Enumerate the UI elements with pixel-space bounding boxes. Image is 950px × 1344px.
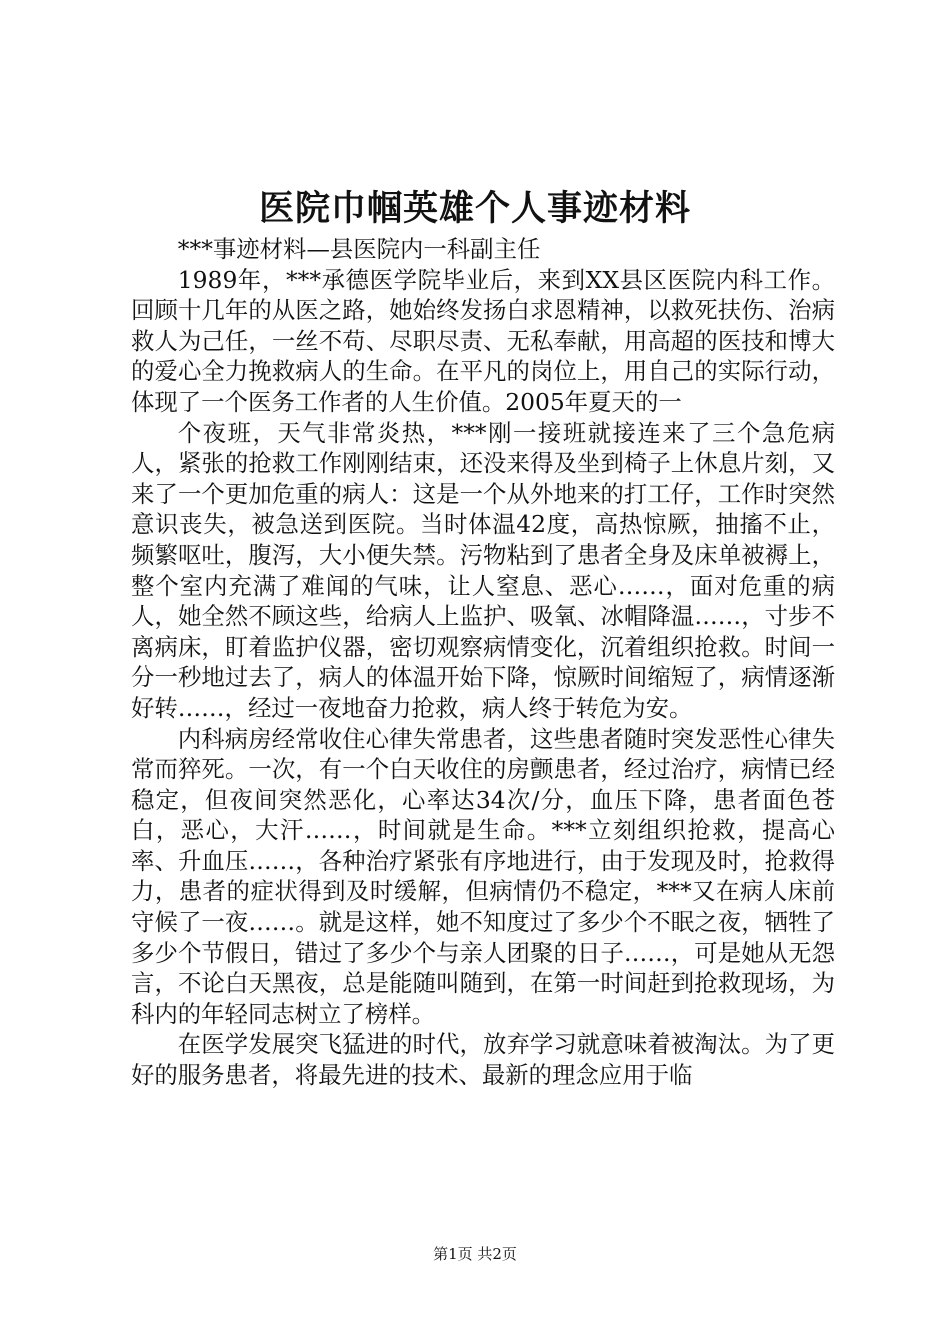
body-paragraph: 1989年，***承德医学院毕业后，来到XX县区医院内科工作。回顾十几年的从医之路，她始终发扬白求恩精神，以救死扶伤、治病救人为己任，一丝不苟、尽职尽责、无私奉献，用高超的医技和博大的爱心全力挽救病人的生命。在平凡的岗位上，用自己的实际行动，体现了一个医务工作者的人生价值。2005年夏天的一	[131, 265, 835, 416]
page-footer: 第1页 共2页	[433, 1245, 517, 1263]
document-body	[131, 234, 835, 1091]
body-paragraph: 在医学发展突飞猛进的时代，放弃学习就意味着被淘汰。为了更好的服务患者，将最先进的技术、最新的理念应用于临	[131, 1030, 835, 1090]
subtitle-paragraph: ***事迹材料—县医院内一科副主任	[177, 235, 541, 263]
document-title: 医院巾帼英雄个人事迹材料	[258, 188, 691, 229]
body-paragraph: 内科病房经常收住心律失常患者，这些患者随时突发恶性心律失常而猝死。一次，有一个白天收住的房颤患者，经过治疗，病情已经稳定，但夜间突然恶化，心率达34次/分，血压下降，患者面色苍白，恶心，大汗……，时间就是生命。***立刻组织抢救，提高心率、升血压……，各种治疗紧张有序地进行，由于发现及时，抢救得力，患者的症状得到及时缓解，但病情仍不稳定，***又在病人床前守候了一夜……。就是这样，她不知度过了多少个不眠之夜，牺牲了多少个节假日，错过了多少个与亲人团聚的日子……，可是她从无怨言，不论白天黑夜，总是能随叫随到，在第一时间赶到抢救现场，为科内的年轻同志树立了榜样。	[131, 724, 835, 1028]
body-paragraph: 个夜班，天气非常炎热，***刚一接班就接连来了三个急危病人，紧张的抢救工作刚刚结束，还没来得及坐到椅子上休息片刻，又来了一个更加危重的病人：这是一个从外地来的打工仔，工作时突然意识丧失，被急送到医院。当时体温42度，高热惊厥，抽搐不止，频繁呕吐，腹泻，大小便失禁。污物粘到了患者全身及床单被褥上，整个室内充满了难闻的气味，让人窒息、恶心……，面对危重的病人，她全然不顾这些，给病人上监护、吸氧、冰帽降温……，寸步不离病床，盯着监护仪器，密切观察病情变化，沉着组织抢救。时间一分一秒地过去了，病人的体温开始下降，惊厥时间缩短了，病情逐渐好转……，经过一夜地奋力抢救，病人终于转危为安。	[131, 418, 835, 722]
